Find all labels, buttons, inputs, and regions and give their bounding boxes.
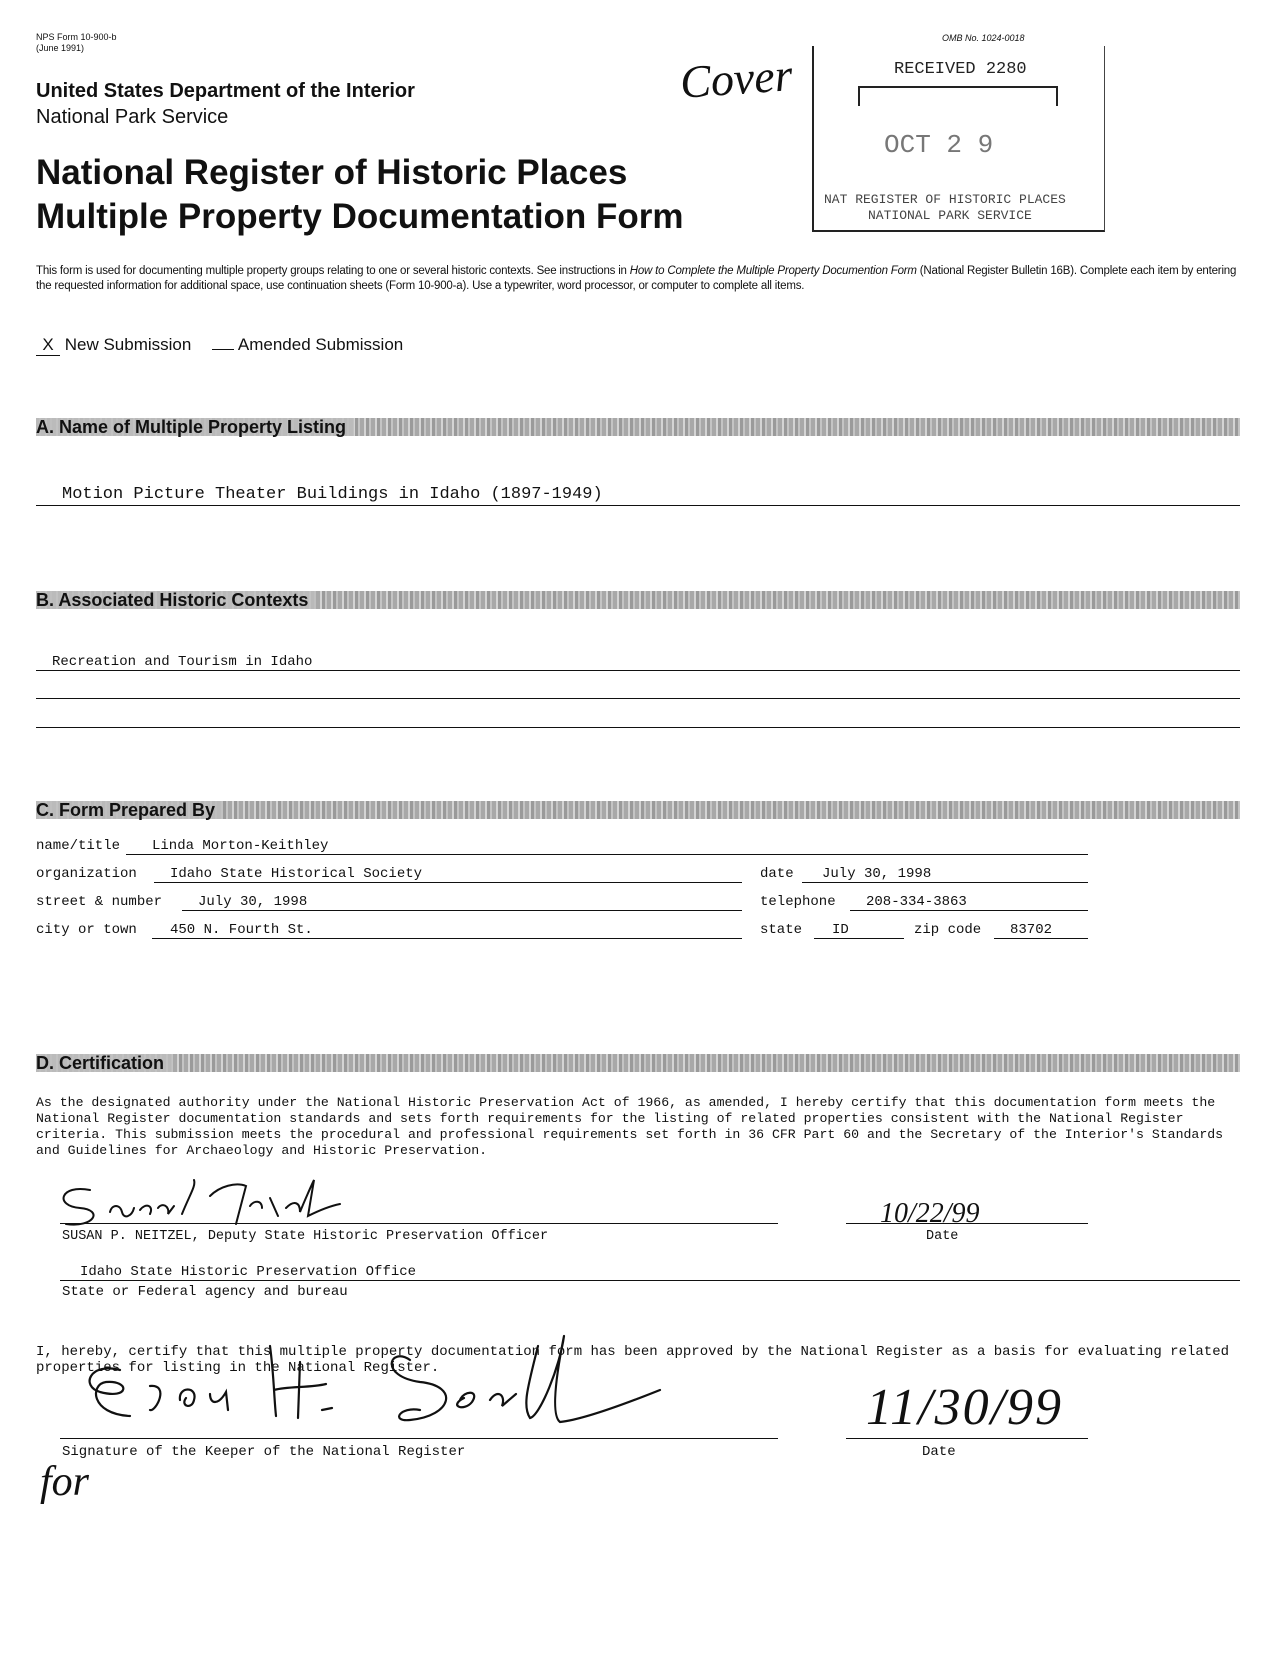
amended-submission-checkbox[interactable] xyxy=(212,349,234,350)
certifier-name-label: SUSAN P. NEITZEL, Deputy State Historic Preservation Officer xyxy=(62,1229,549,1244)
intro-paragraph xyxy=(36,264,1240,294)
submission-type xyxy=(36,335,403,356)
telephone-line xyxy=(850,910,1088,911)
state-line xyxy=(814,938,904,939)
agency-label: State or Federal agency and bureau xyxy=(62,1284,348,1300)
zip-value: 83702 xyxy=(1010,922,1053,938)
section-b-header xyxy=(36,591,1240,609)
certifier-date-value: 10/22/99 xyxy=(880,1198,980,1229)
street-value: July 30, 1998 xyxy=(198,894,308,910)
keeper-signature-label: Signature of the Keeper of the National Register xyxy=(62,1444,466,1460)
zip-label: zip code xyxy=(914,922,982,938)
agency-value: Idaho State Historic Preservation Office xyxy=(80,1264,417,1280)
keeper-signature-line xyxy=(60,1438,778,1439)
certifier-signature-line xyxy=(60,1223,778,1224)
certification-statement: As the designated authority under the National Historic Preservation Act of 1966, as amended, I hereby certify that this documentation form meets the National Register documentation standards and sets forth requirements for the listing of related properties consistent with the National Register criteria. This submission meets the procedural and professional requirements set forth in 36 CFR Part 60 and the Secretary of the Interior's Standards and Guidelines for Archaeology and Historic Preservation. xyxy=(36,1095,1224,1158)
city-value: 450 N. Fourth St. xyxy=(170,922,313,938)
form-date: (June 1991) xyxy=(36,43,85,53)
handwritten-cover-note: Cover xyxy=(678,49,795,108)
certifier-date-line xyxy=(846,1223,1088,1224)
section-a-line xyxy=(36,505,1240,506)
stamp-received: RECEIVED 2280 xyxy=(894,60,1027,79)
date-label: date xyxy=(760,866,794,882)
context-line-3 xyxy=(36,727,1240,728)
section-c-heading: C. Form Prepared By xyxy=(36,801,223,819)
state-label: state xyxy=(760,922,803,938)
service-name: National Park Service xyxy=(36,106,229,128)
keeper-signature-icon xyxy=(60,1326,700,1436)
state-value: ID xyxy=(832,922,849,938)
section-d-heading: D. Certification xyxy=(36,1054,172,1072)
new-submission-label: New Submission xyxy=(64,335,192,354)
zip-line xyxy=(994,938,1088,939)
certifier-signature-icon xyxy=(50,1176,380,1236)
keeper-certification-statement: I, hereby, certify that this multiple property documentation form has been approved by the National Register as a basis for evaluating related properties for listing in the National Register. xyxy=(36,1344,1229,1376)
city-line xyxy=(152,938,742,939)
date-value: July 30, 1998 xyxy=(822,866,932,882)
name-title-label: name/title xyxy=(36,838,121,854)
name-title-line xyxy=(126,854,1088,855)
stamp-bracket xyxy=(858,86,1058,106)
intro-text-before: This form is used for documenting multiple property groups relating to one or several historic contexts. See instructions in xyxy=(36,265,630,277)
section-b-heading: B. Associated Historic Contexts xyxy=(36,591,316,609)
section-a-heading: A. Name of Multiple Property Listing xyxy=(36,418,354,436)
organization-line xyxy=(154,882,742,883)
amended-submission-label: Amended Submission xyxy=(237,335,404,354)
city-label: city or town xyxy=(36,922,137,938)
intro-text-after: (National Register Bulletin 16B). Complete each item by entering the requested information for additional space, use continuation sheets (Form 10-900-a). Use a typewriter, word processor, or computer to complete all items. xyxy=(36,265,1237,292)
certifier-date-label: Date xyxy=(926,1229,959,1244)
historic-context-1: Recreation and Tourism in Idaho xyxy=(52,654,313,670)
stamp-service: NATIONAL PARK SERVICE xyxy=(868,208,1032,223)
omb-number: OMB No. 1024-0018 xyxy=(942,33,1025,43)
form-number: NPS Form 10-900-b xyxy=(36,32,117,42)
organization-value: Idaho State Historical Society xyxy=(170,866,423,882)
telephone-value: 208-334-3863 xyxy=(866,894,967,910)
new-submission-checkbox[interactable]: X xyxy=(36,335,60,356)
agency-line xyxy=(60,1280,1240,1281)
keeper-date-value: 11/30/99 xyxy=(866,1379,1064,1436)
property-listing-name: Motion Picture Theater Buildings in Idaho (1897-1949) xyxy=(62,485,603,504)
page-subtitle: Multiple Property Documentation Form xyxy=(36,197,684,236)
street-line xyxy=(182,910,742,911)
page-title: National Register of Historic Places xyxy=(36,153,628,192)
keeper-date-label: Date xyxy=(922,1444,956,1460)
telephone-label: telephone xyxy=(760,894,836,910)
context-line-2 xyxy=(36,698,1240,699)
section-d-header xyxy=(36,1054,1240,1072)
stamp-date: OCT 2 9 xyxy=(884,130,994,160)
department-name: United States Department of the Interior xyxy=(36,80,415,102)
handwritten-for-note: for xyxy=(40,1459,90,1505)
context-line-1 xyxy=(36,670,1240,671)
name-title-value: Linda Morton-Keithley xyxy=(152,838,329,854)
section-a-header xyxy=(36,418,1240,436)
organization-label: organization xyxy=(36,866,137,882)
date-line xyxy=(802,882,1088,883)
keeper-date-line xyxy=(846,1438,1088,1439)
stamp-registry: NAT REGISTER OF HISTORIC PLACES xyxy=(824,192,1066,207)
street-label: street & number xyxy=(36,894,163,910)
received-stamp xyxy=(812,46,1105,232)
section-c-header xyxy=(36,801,1240,819)
intro-guide-title: How to Complete the Multiple Property Documention Form xyxy=(629,265,917,277)
